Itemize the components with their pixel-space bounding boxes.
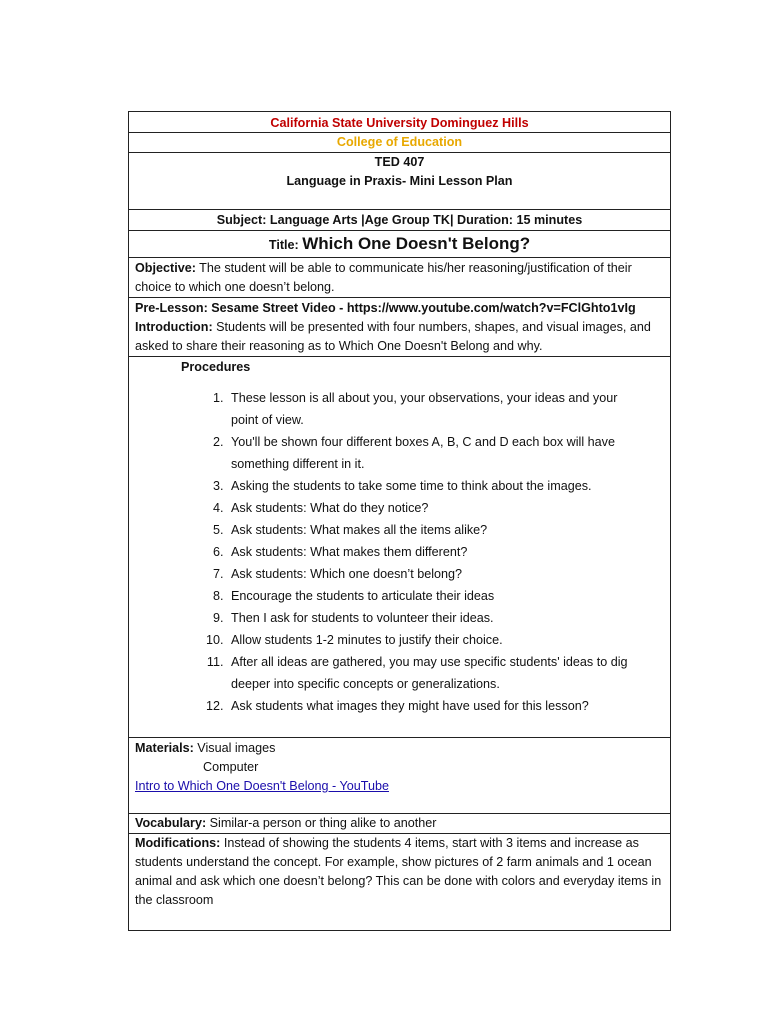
objective-label: Objective: [135, 261, 196, 275]
subject-line: Subject: Language Arts |Age Group TK| Duration: 15 minutes [216, 213, 583, 227]
youtube-video-link[interactable]: Intro to Which One Doesn't Belong - YouTube [135, 779, 389, 793]
procedure-item: 5. Ask students: What makes all the items alike? [227, 519, 648, 541]
objective-text: The student will be able to communicate his/her reasoning/justification of their choice to which one doesn’t belong. [135, 261, 632, 294]
procedure-item: 3. Asking the students to take some time to think about the images. [227, 475, 648, 497]
procedure-item: 9. Then I ask for students to volunteer their ideas. [227, 607, 648, 629]
procedure-item: 8. Encourage the students to articulate their ideas [227, 585, 648, 607]
modifications-row [129, 834, 670, 930]
procedures-list [135, 387, 664, 717]
lesson-plan-table [128, 111, 671, 931]
procedure-item: 10. Allow students 1-2 minutes to justify their choice. [227, 629, 648, 651]
vocabulary-label: Vocabulary: [135, 816, 207, 830]
procedure-item: 11. After all ideas are gathered, you may use specific students' ideas to dig deeper into specific concepts or generalizations. [227, 651, 648, 695]
procedure-item: 4. Ask students: What do they notice? [227, 497, 648, 519]
lesson-title: Which One Doesn't Belong? [302, 234, 531, 253]
college-row [129, 133, 670, 153]
materials-row [129, 738, 670, 814]
procedure-item: 2. You'll be shown four different boxes A, B, C and D each box will have something different in it. [227, 431, 648, 475]
prelesson-line: Pre-Lesson: Sesame Street Video - https://www.youtube.com/watch?v=FClGhto1vIg [135, 301, 636, 315]
introduction-label: Introduction: [135, 320, 213, 334]
course-number: TED 407 [374, 155, 425, 169]
procedures-heading: Procedures [181, 360, 251, 374]
materials-item-visual: Visual images [193, 741, 276, 755]
subject-row [129, 210, 670, 231]
procedure-item: 1. These lesson is all about you, your observations, your ideas and your point of view. [227, 387, 648, 431]
title-label: Title: [268, 238, 299, 252]
procedure-item: 6. Ask students: What makes them different? [227, 541, 648, 563]
objective-row [129, 258, 670, 298]
title-row [129, 231, 670, 258]
course-row [129, 153, 670, 210]
procedure-item: 12. Ask students what images they might have used for this lesson? [227, 695, 648, 717]
procedure-item: 7. Ask students: Which one doesn’t belong? [227, 563, 648, 585]
university-name: California State University Dominguez Hills [270, 116, 529, 130]
procedures-row [129, 357, 670, 738]
vocabulary-text: Similar-a person or thing alike to another [206, 816, 437, 830]
college-name: College of Education [336, 135, 463, 149]
modifications-label: Modifications: [135, 836, 221, 850]
materials-item-computer: Computer [203, 760, 259, 774]
introduction-text: Students will be presented with four numbers, shapes, and visual images, and asked to share their reasoning as to Which One Doesn't Belong and why. [135, 320, 651, 353]
materials-label: Materials: [135, 741, 194, 755]
vocabulary-row [129, 814, 670, 834]
university-row [129, 112, 670, 133]
plan-name: Language in Praxis- Mini Lesson Plan [286, 174, 513, 188]
prelesson-row [129, 298, 670, 357]
modifications-text: Instead of showing the students 4 items, start with 3 items and increase as students understand the concept. For example, show pictures of 2 farm animals and 1 ocean animal and ask which one doesn’t belong? This can be done with colors and everyday items in the classroom [135, 836, 662, 907]
